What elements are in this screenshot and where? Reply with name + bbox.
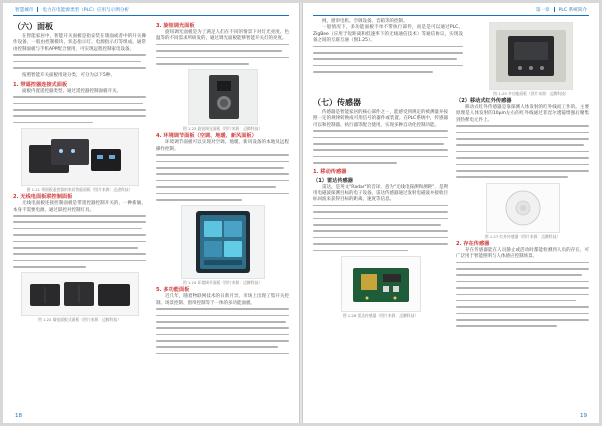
body-text-lines: [456, 262, 589, 328]
left-column-2: [156, 19, 289, 359]
figure-dimmer-panel: [188, 69, 258, 125]
body-text-lines: [13, 54, 146, 68]
heading-presence-sensor: 2. 存在传感器: [456, 240, 490, 247]
ir-sensor-text: 移动式红外传感器是靠探测人体发射的红外线而工作的。主要原理是人体发射的10μm左右的红外线通过菲涅尔透镜增强后聚集到热释电元件上。: [456, 105, 589, 123]
right-column-2: [456, 95, 589, 332]
book-title: 电力在电能源类型（PLC）应用与示例分析: [42, 8, 130, 13]
body-text-lines: [13, 215, 146, 268]
figure-1-23-caption: 图 1.23 旋钮调光面板（图片来源：迈腾科技）: [182, 126, 263, 132]
section-title-panels: （六）面板: [13, 22, 53, 31]
figure-remote-panels: [21, 128, 139, 186]
figure-1-25-block: [473, 19, 589, 98]
heading-ir-sensor: （2）移动式红外传感器: [456, 98, 512, 104]
multi-panel-continued: 网、窗帘电机、空调设备、音箱等的控制。: [322, 19, 408, 24]
heading-dimmer-panel: 3. 旋钮调光面板: [156, 23, 195, 29]
figure-1-27-caption: 图 1.27 红外传感器（图片来源：迈腾科技）: [484, 233, 561, 239]
figure-wall-panels: [21, 272, 139, 316]
presence-sensor-text: 存在传感器能在人员静止或活动时都能检测到人员的存在，可广泛用于智能照明与人体感应控制场景。: [456, 247, 589, 260]
header-rule: [313, 15, 589, 16]
figure-1-24-caption: 图 1.24 环境调节面板（图片来源：迈腾科技）: [182, 280, 263, 286]
body-text-lines: [156, 154, 289, 200]
multi-panel-protocols: 一般情况下，多功能面板不单不带执行部件，而是是可以通过PLC、ZigBee（应用于短距离和低速率下的无线通信技术）等通信协议，实现设备之间的互联互通（图1.25）。: [313, 25, 463, 44]
chapter-label: 第一章: [535, 8, 550, 13]
right-running-header: [536, 7, 587, 13]
climate-panel-text: 环境调节面板可以实现对空调、地暖、新风设备的本地及远程操作控制。: [156, 140, 289, 152]
wireless-panel-text: 无线电面板连接控制面板是带遥控器控制开关的，一种新颖，本身不需要电源，通过联控对控制灯具。: [13, 201, 146, 213]
figure-climate-panel: [181, 205, 265, 279]
radar-sensor-photo: [343, 258, 419, 310]
brand-label: 智慧城市: [15, 8, 34, 13]
figure-1-22-caption: 图 1.22 墙挂面板式面板（图片来源：迈腾科技）: [37, 317, 121, 323]
chapter-title: PLC 系统简介: [558, 8, 587, 13]
remote-panels-photo: [25, 131, 135, 183]
sensors-intro: 传感器是智能家居的核心部件之一，能感受到规定的被测量并按照一定的规律转换成可用信号的器件或装置。在PLC系统中，传感器可以和控制器、执行器等配合使用，实现多种自动化控制功能。: [313, 110, 448, 128]
header-separator: [37, 7, 38, 12]
figure-1-21-caption: 图 1.21 带面板遥控器的家居智能面板（图片来源：迈进科技）: [26, 187, 133, 193]
right-page: [303, 3, 599, 423]
remote-panel-text: 面板内置遥控器类型，通过遥控器控制面板开关。: [22, 88, 121, 94]
figure-1-25-caption: 图 1.25 多功能面板（图片来源：迈腾科技）: [493, 91, 569, 96]
body-text-lines: [313, 46, 463, 73]
ir-sensor-photo: [488, 185, 558, 231]
multi-panel-text: 近几年，随着物联网技术的日新月异，市场上出现了集开关控制、场景控制、窗帘控制等于一体的多功能面板。: [156, 294, 289, 306]
right-column-1: [313, 95, 448, 320]
body-text-lines: [13, 96, 146, 123]
right-page-number: 19: [580, 413, 587, 419]
multi-panel-photo: [492, 24, 570, 88]
body-text-lines: [156, 308, 289, 354]
figure-multi-panel: [489, 22, 573, 90]
header-rule: [13, 15, 289, 16]
left-column-1: [13, 19, 146, 324]
header-separator: [554, 7, 555, 12]
dimmer-panel-photo: [191, 71, 255, 123]
heading-remote-panel: 1. 带遥控器连接式面板: [13, 81, 68, 88]
left-page-number: 18: [15, 413, 22, 419]
radar-sensor-text: 雷达，是英文"Radar"的音译，意为"无线电探测和测距"，是利用电磁波探测目标的电子设备。雷达传感器通过发射电磁波并接收目标回波来获得目标的距离、速度等信息。: [313, 184, 448, 203]
figure-ir-sensor: [486, 183, 560, 233]
body-text-lines: [313, 205, 448, 251]
body-text-lines: [313, 130, 448, 164]
climate-panel-photo: [184, 207, 262, 277]
wall-panels-photo: [24, 274, 136, 314]
body-text-lines: [456, 125, 589, 178]
heading-motion-sensor: 1. 移动传感器: [313, 168, 347, 175]
left-page: [3, 3, 299, 423]
intro-paragraph: 在智能家居中，智能开关面板是指安装在墙面或者中的开关操作设备，一般由控制模块、状态指示灯、电源指示灯等组成。通常由控制面板与手机APP配合使用，可实现远程控制家电设备。: [13, 34, 146, 52]
heading-radar-sensor: （1）雷达传感器: [313, 177, 353, 184]
heading-multi-panel: 5. 多功能面板: [156, 287, 190, 294]
heading-wireless-panel: 2. 无线电面板联控制面板: [13, 194, 73, 201]
right-top-text: [313, 19, 463, 78]
figure-1-26-caption: 图 1.26 雷达传感器（图片来源：迈腾科技）: [342, 312, 419, 318]
intro-paragraph-2: 按照智能开关面板用途分类，可分为以下5种。: [22, 73, 115, 79]
dimmer-panel-text: 旋钮调光面板是为了满足人们在不同的情景下对灯光亮度、色温等的不同需求所研发的，通过调光面板能够智能开关灯的亮度。: [156, 30, 289, 42]
left-running-header: [15, 7, 129, 13]
figure-radar-sensor: [341, 256, 421, 312]
section-title-sensors: （七）传感器: [313, 98, 361, 107]
heading-climate-panel: 4. 环境调节面板（空调、地暖、新风面板）: [156, 133, 257, 140]
body-text-lines: [156, 44, 289, 65]
